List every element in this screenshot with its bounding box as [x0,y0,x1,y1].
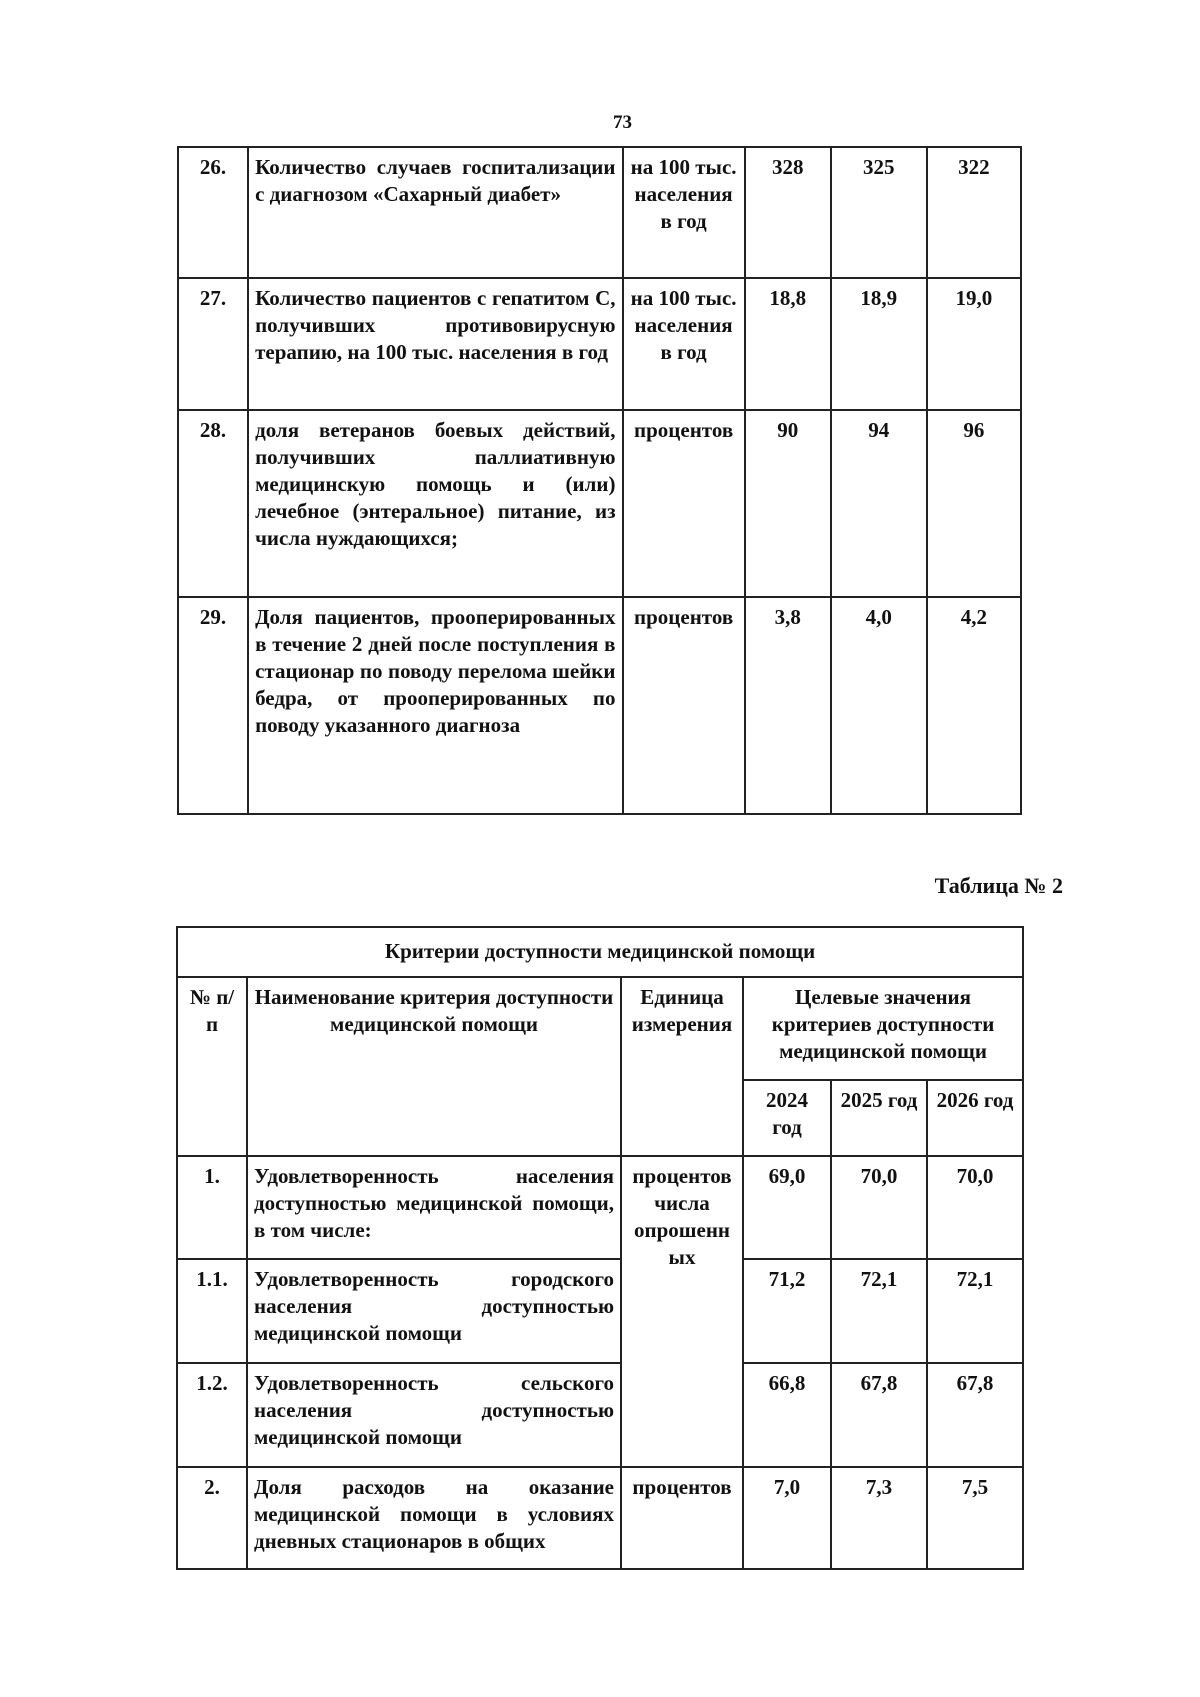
table-row [178,278,1021,410]
value-2024: 90 [745,410,831,597]
table-title-row [177,927,1023,977]
unit-cell: на 100 тыс. населения в год [623,147,745,278]
table-row [177,1156,1023,1259]
unit-cell: процентов [623,410,745,597]
row-number: 1.1. [177,1259,247,1363]
header-targets: Целевые значения критериев доступности медицинской помощи [743,977,1023,1080]
header-row [177,977,1023,1080]
value-2026: 67,8 [927,1363,1023,1467]
value-2025: 18,9 [831,278,927,410]
value-2026: 70,0 [927,1156,1023,1259]
header-num: № п/п [177,977,247,1156]
value-2025: 67,8 [831,1363,927,1467]
value-2026: 322 [927,147,1021,278]
criteria-table-continued [177,146,1022,815]
value-2024: 3,8 [745,597,831,814]
row-number: 28. [178,410,248,597]
table-row [178,410,1021,597]
value-2026: 96 [927,410,1021,597]
value-2026: 72,1 [927,1259,1023,1363]
criterion-name: Удовлетворенность сельского населения доступностью медицинской помощи [247,1363,621,1467]
criterion-name: доля ветеранов боевых действий, получивших паллиативную медицинскую помощь и (или) лечебное (энтеральное) питание, из числа нуждающихся; [248,410,622,597]
table-row [178,147,1021,278]
table-label: Таблица № 2 [934,873,1063,898]
value-2026: 4,2 [927,597,1021,814]
page-number: 73 [613,112,632,133]
row-number: 1. [177,1156,247,1259]
value-2026: 7,5 [927,1467,1023,1569]
value-2024: 69,0 [743,1156,831,1259]
unit-cell: процентов [621,1467,743,1569]
criterion-name: Удовлетворенность городского населения доступностью медицинской помощи [247,1259,621,1363]
row-number: 27. [178,278,248,410]
criterion-name: Количество случаев госпитализации с диагнозом «Сахарный диабет» [248,147,622,278]
criterion-name: Доля пациентов, прооперированных в течение 2 дней после поступления в стационар по поводу перелома шейки бедра, от прооперированных по поводу указанного диагноза [248,597,622,814]
criterion-name: Количество пациентов с гепатитом С, получивших противовирусную терапию, на 100 тыс. населения в год [248,278,622,410]
criterion-name: Доля расходов на оказание медицинской помощи в условиях дневных стационаров в общих [247,1467,621,1569]
row-number: 29. [178,597,248,814]
header-unit: Единица измерения [621,977,743,1156]
value-2025: 7,3 [831,1467,927,1569]
value-2025: 72,1 [831,1259,927,1363]
value-2025: 70,0 [831,1156,927,1259]
header-year-2025: 2025 год [831,1080,927,1156]
header-year-2026: 2026 год [927,1080,1023,1156]
value-2025: 94 [831,410,927,597]
table-title: Критерии доступности медицинской помощи [177,927,1023,977]
row-number: 26. [178,147,248,278]
unit-cell: процентов [623,597,745,814]
value-2024: 66,8 [743,1363,831,1467]
header-name: Наименование критерия доступности медицинской помощи [247,977,621,1156]
header-year-2024: 2024 год [743,1080,831,1156]
row-number: 2. [177,1467,247,1569]
value-2024: 71,2 [743,1259,831,1363]
value-2024: 328 [745,147,831,278]
unit-cell: процентов числа опрошенн ых [621,1156,743,1467]
value-2024: 18,8 [745,278,831,410]
accessibility-criteria-table [176,926,1024,1570]
row-number: 1.2. [177,1363,247,1467]
table-row [177,1363,1023,1467]
table-row [177,1259,1023,1363]
criterion-name: Удовлетворенность населения доступностью медицинской помощи, в том числе: [247,1156,621,1259]
unit-cell: на 100 тыс. населения в год [623,278,745,410]
value-2024: 7,0 [743,1467,831,1569]
table-row [178,597,1021,814]
table-row [177,1467,1023,1569]
value-2025: 4,0 [831,597,927,814]
value-2025: 325 [831,147,927,278]
value-2026: 19,0 [927,278,1021,410]
